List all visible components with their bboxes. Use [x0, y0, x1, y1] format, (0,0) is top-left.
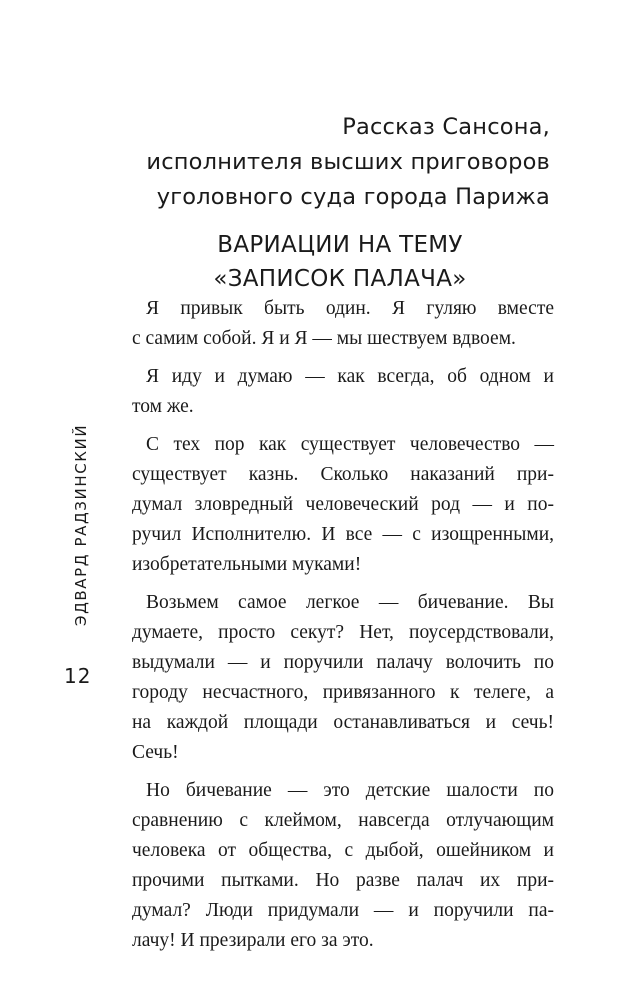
- text-line: лачу! И презирали его за это.: [132, 930, 374, 951]
- text-line: с самим собой. Я и Я — мы шествуем вдвоем.: [132, 328, 516, 349]
- text-line: Я иду и думаю — как всегда, об одном и: [146, 366, 554, 387]
- paragraph: [132, 430, 554, 580]
- heading-line: уголовного суда города Парижа: [156, 184, 550, 210]
- chapter-title-line: «ЗАПИСОК ПАЛАЧА»: [213, 266, 467, 292]
- text-line: думал? Люди придумали — и поручили па-: [132, 900, 554, 921]
- text-line: том же.: [132, 396, 194, 417]
- text-line: Я привык быть один. Я гуляю вместе: [146, 298, 554, 319]
- body-text: [132, 294, 554, 956]
- paragraph: [132, 588, 554, 768]
- heading-line: Рассказ Сансона,: [342, 114, 550, 140]
- text-line: человека от общества, с дыбой, ошейником и: [132, 840, 554, 861]
- text-line: выдумали — и поручили палачу волочить по: [132, 652, 554, 673]
- text-line: Но бичевание — это детские шалости по: [146, 780, 554, 801]
- text-line: Возьмем самое легкое — бичевание. Вы: [146, 592, 554, 613]
- text-line: сравнению с клеймом, навсегда отлучающим: [132, 810, 554, 831]
- text-line: прочими пытками. Но разве палач их при-: [132, 870, 554, 891]
- chapter-title: [110, 228, 570, 296]
- text-line: на каждой площади останавливаться и сечь!: [132, 712, 554, 733]
- paragraph: [132, 362, 554, 422]
- text-line: С тех пор как существует человечество —: [146, 434, 554, 455]
- paragraph: [132, 776, 554, 956]
- story-heading: [120, 110, 550, 215]
- text-line: изобретательными муками!: [132, 554, 362, 575]
- page-number: 12: [64, 664, 92, 688]
- text-line: ручил Исполнителю. И все — с изощренными,: [132, 524, 554, 545]
- text-line: существует казнь. Сколько наказаний при-: [132, 464, 554, 485]
- chapter-title-line: ВАРИАЦИИ НА ТЕМУ: [217, 232, 463, 258]
- text-line: думаете, просто секут? Нет, поусердствовали,: [132, 622, 554, 643]
- text-line: городу несчастного, привязанного к телеге, а: [132, 682, 554, 703]
- text-line: Сечь!: [132, 742, 179, 763]
- text-line: думал зловредный человеческий род — и по-: [132, 494, 554, 515]
- running-head: ЭДВАРД РАДЗИНСКИЙ: [72, 423, 90, 626]
- heading-line: исполнителя высших приговоров: [146, 149, 550, 175]
- paragraph: [132, 294, 554, 354]
